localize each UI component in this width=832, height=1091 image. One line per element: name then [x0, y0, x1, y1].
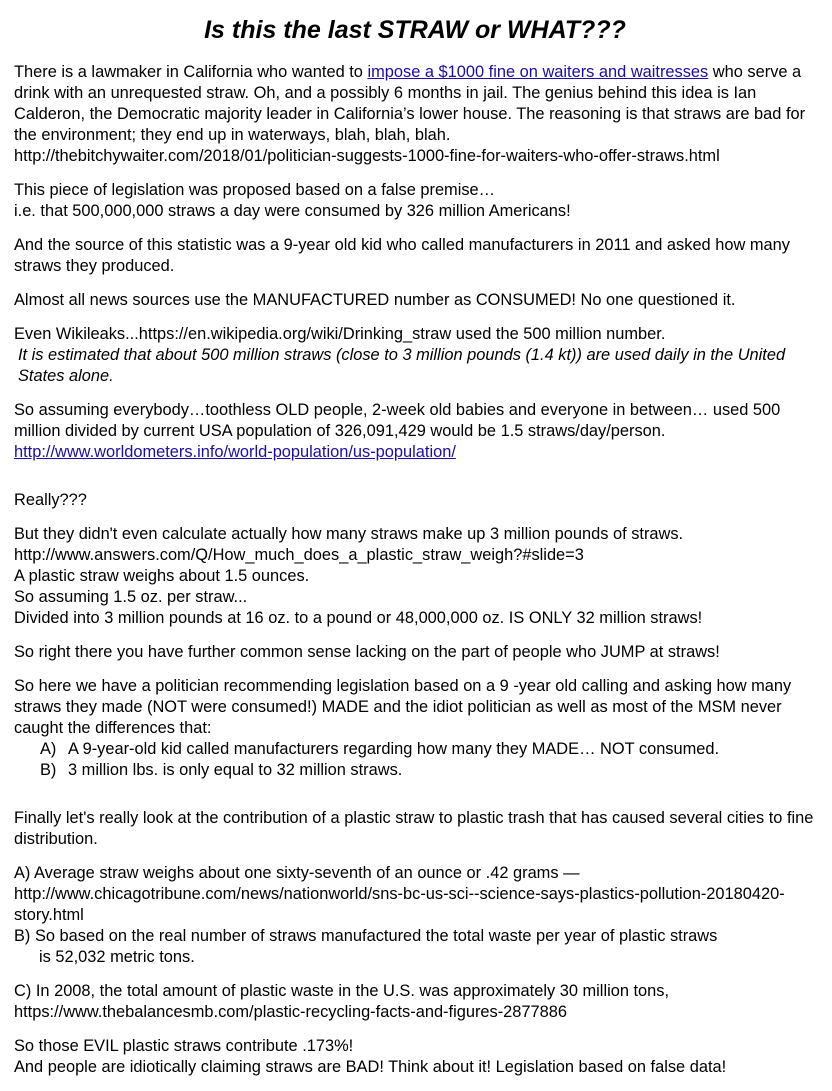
calc-line-1: But they didn't even calculate actually how many straws make up 3 million pounds of straws.	[14, 525, 684, 543]
paragraph-plastic-waste	[14, 981, 826, 1023]
paragraph-straw-weight	[14, 863, 826, 968]
waste-line: C) In 2008, the total amount of plastic waste in the U.S. was approximately 30 million tons,	[14, 982, 670, 1000]
document	[14, 14, 826, 1091]
paragraph-false-premise	[14, 180, 826, 222]
conclusion-line-2: And people are idiotically claiming straws are BAD! Think about it! Legislation based on false data!	[14, 1058, 727, 1076]
wikipedia-line: Even Wikileaks...https://en.wikipedia.org/wiki/Drinking_straw used the 500 million number.	[14, 325, 666, 343]
false-premise-line: This piece of legislation was proposed based on a false premise…	[14, 181, 496, 199]
calc-line-4: So assuming 1.5 oz. per straw...	[14, 588, 248, 606]
list-item	[14, 760, 826, 781]
list-marker: B)	[40, 761, 57, 779]
paragraph-news-sources: Almost all news sources use the MANUFACTURED number as CONSUMED! No one questioned it.	[14, 291, 736, 309]
fine-article-link[interactable]: impose a $1000 fine on waiters and waitresses	[367, 63, 709, 81]
calc-line-5: Divided into 3 million pounds at 16 oz. to a pound or 48,000,000 oz. IS ONLY 32 million straws!	[14, 609, 703, 627]
calc-line-3: A plastic straw weighs about 1.5 ounces.	[14, 567, 310, 585]
paragraph-politician	[14, 676, 826, 781]
weight-source-url: http://www.chicagotribune.com/news/nationworld/sns-bc-us-sci--science-says-plastics-pollution-20180420-story.html	[14, 885, 785, 924]
wikipedia-quote: It is estimated that about 500 million straws (close to 3 million pounds (1.4 kt)) are used daily in the United States alone.	[18, 346, 786, 385]
paragraph-really: Really???	[14, 491, 87, 509]
weight-line-b: B) So based on the real number of straws manufactured the total waste per year of plastic straws	[14, 927, 718, 945]
population-text: So assuming everybody…toothless OLD people, 2-week old babies and everyone in between… used 500 million divided by current USA population of 326,091,429 would be 1.5 straws/day/person.	[14, 401, 781, 440]
waste-source-url: https://www.thebalancesmb.com/plastic-recycling-facts-and-figures-2877886	[14, 1003, 567, 1021]
worldometers-link[interactable]: http://www.worldometers.info/world-population/us-population/	[14, 443, 456, 461]
weight-line-a: A) Average straw weighs about one sixty-seventh of an ounce or .42 grams —	[14, 864, 580, 882]
list-item-text: A 9-year-old kid called manufacturers regarding how many they MADE… NOT consumed.	[68, 740, 720, 758]
intro-text-pre: There is a lawmaker in California who wanted to	[14, 63, 368, 81]
intro-source-url: http://thebitchywaiter.com/2018/01/politician-suggests-1000-fine-for-waiters-who-offer-straws.html	[14, 147, 720, 165]
list-item-text: 3 million lbs. is only equal to 32 million straws.	[68, 761, 403, 779]
paragraph-conclusion	[14, 1036, 826, 1078]
politician-text: So here we have a politician recommending legislation based on a 9 -year old calling and asking how many straws they made (NOT were consumed!) MADE and the idiot politician as well as most of the MSM never caught the differences that:	[14, 677, 792, 737]
document-title: Is this the last STRAW or WHAT???	[204, 16, 626, 44]
paragraph-wikipedia	[14, 324, 826, 387]
calc-source-url: http://www.answers.com/Q/How_much_does_a_plastic_straw_weigh?#slide=3	[14, 546, 584, 564]
paragraph-calculation	[14, 524, 826, 629]
weight-line-b-cont: is 52,032 metric tons.	[39, 948, 195, 966]
paragraph-population	[14, 400, 826, 463]
list-item	[14, 739, 826, 760]
paragraph-intro	[14, 62, 826, 167]
paragraph-common-sense: So right there you have further common sense lacking on the part of people who JUMP at straws!	[14, 643, 720, 661]
paragraph-contribution: Finally let's really look at the contribution of a plastic straw to plastic trash that has caused several cities to fine distribution.	[14, 809, 814, 848]
list-marker: A)	[40, 740, 57, 758]
conclusion-line-1: So those EVIL plastic straws contribute .173%!	[14, 1037, 354, 1055]
paragraph-source: And the source of this statistic was a 9-year old kid who called manufacturers in 2011 and asked how many straws they produced.	[14, 236, 790, 275]
consumption-claim-line: i.e. that 500,000,000 straws a day were consumed by 326 million Americans!	[14, 202, 571, 220]
intro-text-post: who serve a drink with an unrequested straw. Oh, and a possibly 6 months in jail. The genius behind this idea is Ian Calderon, the Democratic majority leader in California’s lower house. The reasoning is that straws are bad for the environment; they end up in waterways, blah, blah, blah.	[14, 63, 806, 144]
